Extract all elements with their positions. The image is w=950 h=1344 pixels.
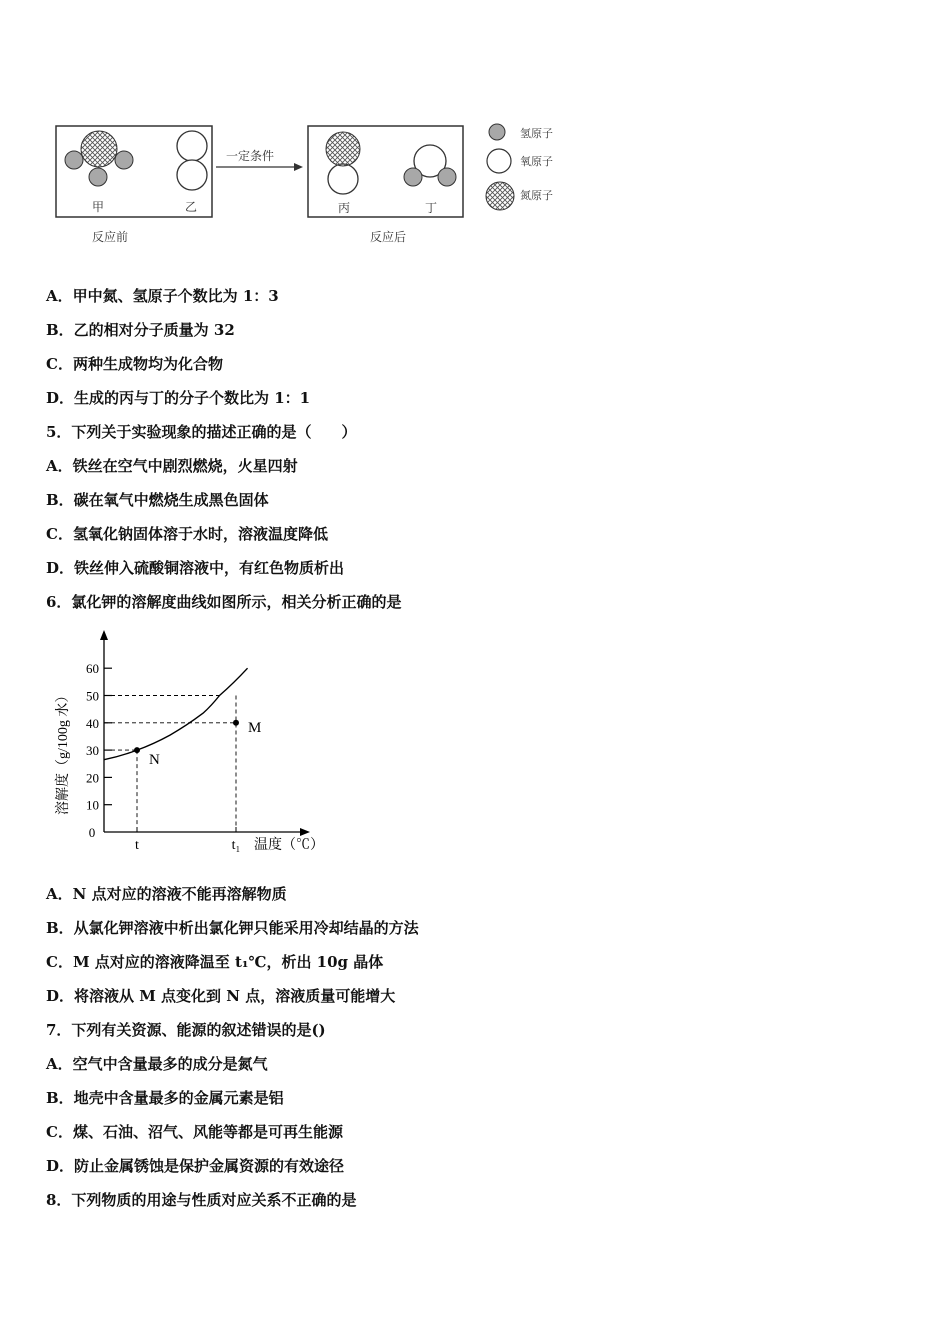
- y-tick-label-40: 40: [86, 715, 99, 731]
- label-bing: 丙: [338, 201, 351, 215]
- q7-option-a: A．空气中含量最多的成分是氮气: [46, 1055, 268, 1073]
- q6-stem: 6．氯化钾的溶解度曲线如图所示，相关分析正确的是: [46, 593, 402, 611]
- q6-option-d: D．将溶液从 M 点变化到 N 点，溶液质量可能增大: [46, 987, 396, 1005]
- y-tick-label-10: 10: [86, 797, 99, 813]
- molecule-yi: [177, 131, 207, 190]
- q6-option-b: B．从氯化钾溶液中析出氯化钾只能采用冷却结晶的方法: [46, 919, 419, 937]
- label-jia: 甲: [92, 200, 105, 214]
- q8-stem: 8．下列物质的用途与性质对应关系不正确的是: [46, 1191, 357, 1209]
- y-axis-title: 溶解度（g/100g 水）: [56, 688, 71, 815]
- y-tick-label-30: 30: [86, 743, 99, 759]
- point-label-N: N: [149, 752, 160, 769]
- molecule-ding: [404, 145, 456, 186]
- y-tick-label-50: 50: [86, 688, 99, 704]
- q5-stem: 5．下列关于实验现象的描述正确的是（ ）: [46, 423, 357, 441]
- after-label: 反应后: [370, 230, 407, 244]
- q7-option-c: C．煤、石油、沼气、风能等都是可再生能源: [46, 1123, 343, 1141]
- q7-option-d: D．防止金属锈蚀是保护金属资源的有效途径: [46, 1157, 345, 1175]
- label-ding: 丁: [425, 201, 438, 215]
- q5-option-d: D．铁丝伸入硫酸铜溶液中，有红色物质析出: [46, 559, 345, 577]
- point-N: [134, 747, 140, 753]
- q5-option-a: A．铁丝在空气中剧烈燃烧，火星四射: [46, 457, 298, 475]
- q4-option-d: D．生成的丙与丁的分子个数比为 1：1: [46, 389, 311, 407]
- legend-hydrogen: 氢原子: [520, 127, 553, 140]
- label-yi: 乙: [185, 200, 198, 214]
- q4-option-a: A．甲中氮、氢原子个数比为 1：3: [46, 287, 279, 305]
- q5-option-c: C．氢氧化钠固体溶于水时，溶液温度降低: [46, 525, 328, 543]
- q7-stem: 7．下列有关资源、能源的叙述错误的是(): [46, 1021, 326, 1039]
- molecule-bing: [326, 132, 360, 194]
- diagram-legend: [486, 124, 553, 210]
- before-label: 反应前: [92, 230, 129, 244]
- solubility-chart: [0, 620, 400, 860]
- point-M: [233, 720, 239, 726]
- q6-option-c: C．M 点对应的溶液降温至 t₁℃，析出 10g 晶体: [46, 953, 384, 971]
- q6-option-a: A．N 点对应的溶液不能再溶解物质: [46, 885, 287, 903]
- y-axis-arrow: [100, 630, 108, 640]
- legend-nitrogen: 氮原子: [520, 189, 553, 202]
- reaction-diagram: [0, 0, 950, 260]
- legend-oxygen: 氧原子: [520, 155, 553, 168]
- q4-option-b: B．乙的相对分子质量为 32: [46, 321, 235, 339]
- x-tick-label-t₁: t₁: [231, 838, 241, 853]
- q4-option-c: C．两种生成物均为化合物: [46, 355, 223, 373]
- q5-option-b: B．碳在氧气中燃烧生成黑色固体: [46, 491, 269, 509]
- x-axis-title: 温度（℃）: [254, 838, 324, 853]
- arrow-label: 一定条件: [226, 149, 275, 163]
- q7-option-b: B．地壳中含量最多的金属元素是铝: [46, 1089, 284, 1107]
- origin-label: 0: [88, 825, 96, 840]
- solubility-curve: [104, 668, 248, 759]
- y-tick-label-20: 20: [86, 770, 99, 786]
- x-tick-label-t: t: [135, 838, 139, 853]
- x-axis-arrow: [300, 828, 310, 836]
- y-tick-label-60: 60: [86, 661, 99, 677]
- molecule-jia: [65, 131, 133, 186]
- point-label-M: M: [248, 719, 262, 736]
